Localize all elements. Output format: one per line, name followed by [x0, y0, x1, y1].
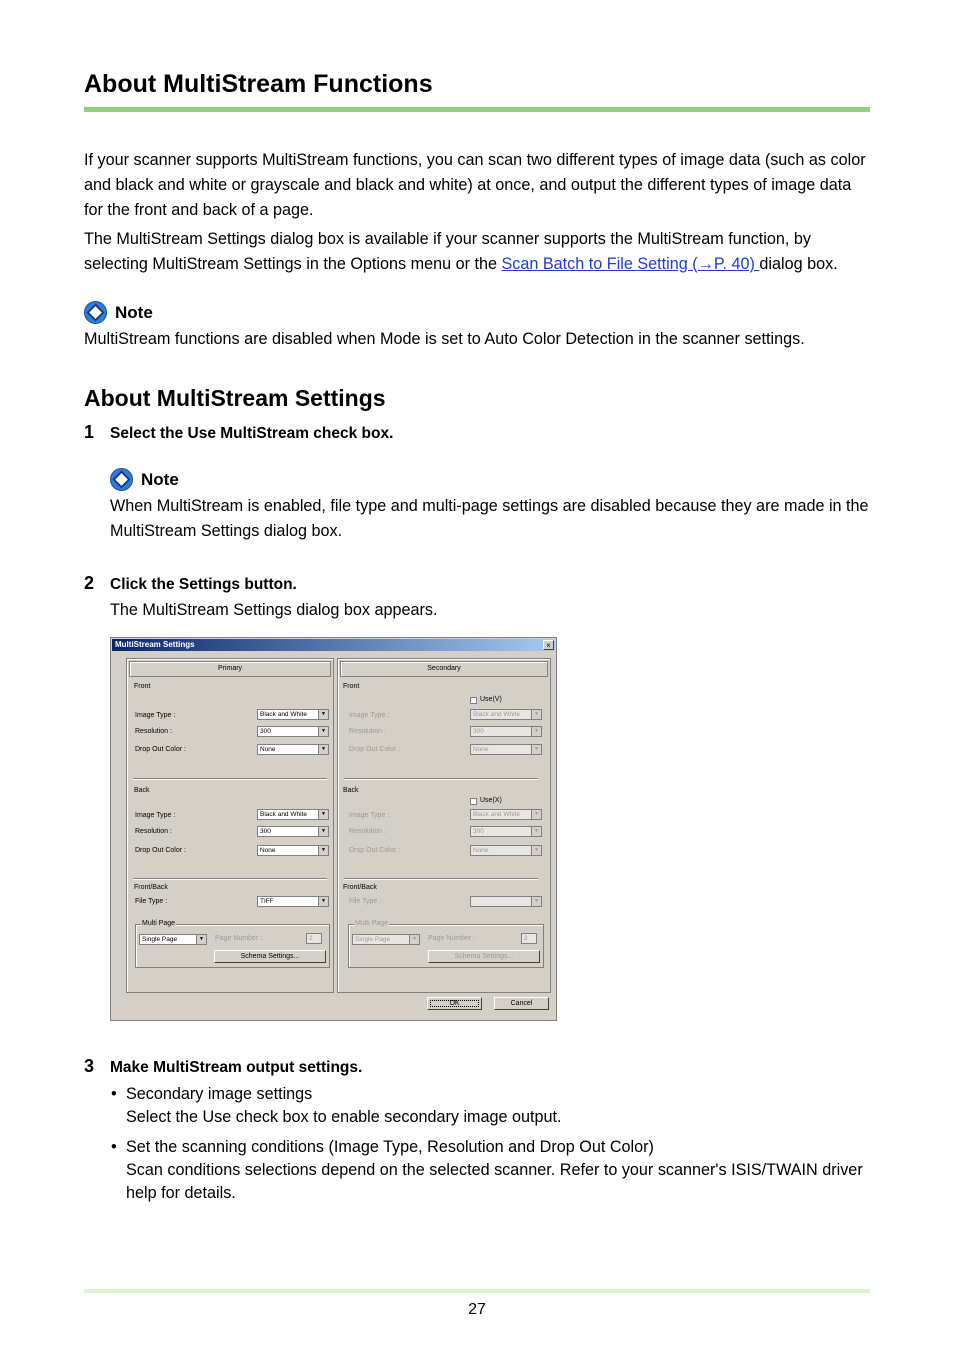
chevron-down-icon: ▼ — [318, 897, 328, 906]
secondary-back-image-type-select[interactable] — [470, 809, 542, 820]
page-number-label: Page Number : — [428, 935, 476, 942]
primary-multipage-select[interactable] — [139, 934, 207, 945]
front-label: Front — [343, 683, 360, 690]
select-value: Single Page — [142, 936, 178, 943]
use-front-label: Use(V) — [480, 696, 502, 703]
use-back-checkbox[interactable] — [470, 798, 477, 805]
back-label: Back — [343, 787, 359, 794]
image-type-label: Image Type : — [135, 712, 176, 719]
step-title: Make MultiStream output settings. — [110, 1059, 363, 1076]
schema-settings-button[interactable]: Schema Settings... — [428, 950, 540, 963]
footer-rule — [84, 1289, 870, 1293]
step-number: 1 — [84, 422, 95, 442]
section-title: About MultiStream Settings — [84, 385, 386, 411]
step-title: Click the Settings button. — [110, 576, 297, 593]
resolution-label: Resolution : — [135, 828, 172, 835]
chevron-down-icon: ▼ — [531, 827, 541, 836]
divider — [133, 878, 327, 880]
chevron-down-icon: ▼ — [531, 727, 541, 736]
cancel-button[interactable]: Cancel — [494, 997, 549, 1010]
multipage-group-title: Multi Page — [142, 920, 176, 927]
note-text: MultiStream functions are disabled when Mode is set to Auto Color Detection in the scanner settings. — [84, 330, 805, 348]
divider — [133, 778, 327, 780]
select-value: Black and White — [260, 711, 307, 718]
select-value: 300 — [260, 728, 271, 735]
list-item — [111, 1136, 871, 1205]
chevron-down-icon: ▼ — [531, 897, 541, 906]
select-value: Black and White — [473, 811, 520, 818]
primary-back-dropout-select[interactable] — [257, 845, 329, 856]
note-text: When MultiStream is enabled, file type and multi-page settings are disabled because they are made in the MultiStream Settings dialog box. — [110, 497, 869, 540]
divider — [344, 778, 538, 780]
primary-file-type-select[interactable] — [257, 896, 329, 907]
file-type-label: File Type : — [349, 898, 382, 905]
scan-batch-link[interactable]: Scan Batch to File Setting (→P. 40) — [501, 255, 760, 273]
secondary-back-dropout-select[interactable] — [470, 845, 542, 856]
note-heading — [110, 468, 179, 491]
bullet-dot: • — [111, 1138, 117, 1156]
bullet-line: Select the Use check box to enable secondary image output. — [126, 1108, 562, 1126]
step-title: Select the Use MultiStream check box. — [110, 425, 394, 442]
multipage-group — [348, 920, 544, 968]
frontback-label: Front/Back — [134, 884, 168, 891]
page-title: About MultiStream Functions — [84, 70, 433, 98]
image-type-label: Image Type : — [349, 712, 390, 719]
dialog-title: MultiStream Settings — [112, 639, 555, 651]
secondary-multipage-select[interactable] — [352, 934, 420, 945]
page-number: 27 — [468, 1301, 486, 1318]
chevron-down-icon: ▼ — [318, 710, 328, 719]
chevron-down-icon: ▼ — [531, 810, 541, 819]
dropout-label: Drop Out Color : — [135, 847, 186, 854]
page-number-input[interactable]: 2 — [306, 933, 322, 944]
step-number: 2 — [84, 573, 95, 593]
note-label: Note — [141, 469, 179, 489]
select-value: None — [260, 847, 276, 854]
bullet-line: Secondary image settings — [126, 1085, 313, 1103]
select-value: Single Page — [355, 936, 391, 943]
chevron-down-icon: ▼ — [318, 827, 328, 836]
chevron-down-icon: ▼ — [409, 935, 419, 944]
use-back-label: Use(X) — [480, 797, 502, 804]
bullet-line: Set the scanning conditions (Image Type, Resolution and Drop Out Color) — [126, 1138, 654, 1156]
multipage-group — [135, 920, 330, 968]
select-value: Black and White — [260, 811, 307, 818]
dropout-label: Drop Out Color : — [349, 746, 400, 753]
image-type-label: Image Type : — [349, 812, 390, 819]
intro-p2-tail: dialog box. — [759, 255, 838, 273]
intro-paragraph-2 — [84, 227, 874, 277]
secondary-front-image-type-select[interactable] — [470, 709, 542, 720]
select-value: None — [473, 746, 489, 753]
close-icon[interactable]: × — [543, 640, 554, 650]
resolution-label: Resolution : — [349, 828, 386, 835]
image-type-label: Image Type : — [135, 812, 176, 819]
chevron-down-icon: ▼ — [318, 745, 328, 754]
primary-front-resolution-select[interactable] — [257, 726, 329, 737]
select-value: None — [473, 847, 489, 854]
select-value: 300 — [473, 728, 484, 735]
primary-header: Primary — [129, 661, 331, 677]
frontback-label: Front/Back — [343, 884, 377, 891]
step-text: The MultiStream Settings dialog box appears. — [110, 601, 438, 619]
intro-p2-text: The MultiStream Settings dialog box is available if your scanner supports the MultiStream function, by selecting MultiStream Settings in the Options menu or the — [84, 230, 811, 273]
chevron-down-icon: ▼ — [531, 846, 541, 855]
dropout-label: Drop Out Color : — [349, 847, 400, 854]
multistream-settings-dialog — [110, 637, 557, 1021]
bullet-line: Scan conditions selections depend on the selected scanner. Refer to your scanner's ISIS/TWAIN driver help for details. — [126, 1161, 863, 1202]
primary-front-dropout-select[interactable] — [257, 744, 329, 755]
page-number-input[interactable]: 2 — [521, 933, 537, 944]
select-value: None — [260, 746, 276, 753]
bullet-dot: • — [111, 1085, 117, 1103]
schema-settings-button[interactable]: Schema Settings... — [214, 950, 326, 963]
page-number-label: Page Number : — [215, 935, 263, 942]
resolution-label: Resolution : — [349, 728, 386, 735]
select-value: Black and White — [473, 711, 520, 718]
secondary-front-dropout-select[interactable] — [470, 744, 542, 755]
chevron-down-icon: ▼ — [531, 745, 541, 754]
secondary-back-resolution-select[interactable] — [470, 826, 542, 837]
note-icon — [110, 468, 133, 491]
secondary-file-type-select[interactable] — [470, 896, 542, 907]
secondary-header: Secondary — [340, 661, 548, 677]
note-heading — [84, 301, 153, 324]
primary-panel — [126, 658, 334, 993]
back-label: Back — [134, 787, 150, 794]
chevron-down-icon: ▼ — [318, 846, 328, 855]
chevron-down-icon: ▼ — [318, 810, 328, 819]
secondary-panel — [337, 658, 551, 993]
front-label: Front — [134, 683, 151, 690]
divider — [344, 878, 538, 880]
dropout-label: Drop Out Color : — [135, 746, 186, 753]
title-underline — [84, 107, 870, 112]
primary-front-image-type-select[interactable] — [257, 709, 329, 720]
chevron-down-icon: ▼ — [318, 727, 328, 736]
multipage-group-title: Multi Page — [355, 920, 389, 927]
intro-paragraph-1: If your scanner supports MultiStream functions, you can scan two different types of image data (such as color and black and white or grayscale and black and white) at once, and output the different types of image data for the front and back of a page. — [84, 151, 866, 219]
use-front-checkbox[interactable] — [470, 697, 477, 704]
list-item — [111, 1083, 871, 1129]
chevron-down-icon: ▼ — [531, 710, 541, 719]
file-type-label: File Type : — [135, 898, 168, 905]
select-value: 300 — [473, 828, 484, 835]
select-value: 300 — [260, 828, 271, 835]
step-number: 3 — [84, 1056, 95, 1076]
select-value: TIFF — [260, 898, 274, 905]
note-label: Note — [115, 302, 153, 322]
secondary-front-resolution-select[interactable] — [470, 726, 542, 737]
primary-back-image-type-select[interactable] — [257, 809, 329, 820]
note-icon — [84, 301, 107, 324]
ok-button[interactable]: OK — [427, 997, 482, 1010]
resolution-label: Resolution : — [135, 728, 172, 735]
chevron-down-icon: ▼ — [196, 935, 206, 944]
primary-back-resolution-select[interactable] — [257, 826, 329, 837]
